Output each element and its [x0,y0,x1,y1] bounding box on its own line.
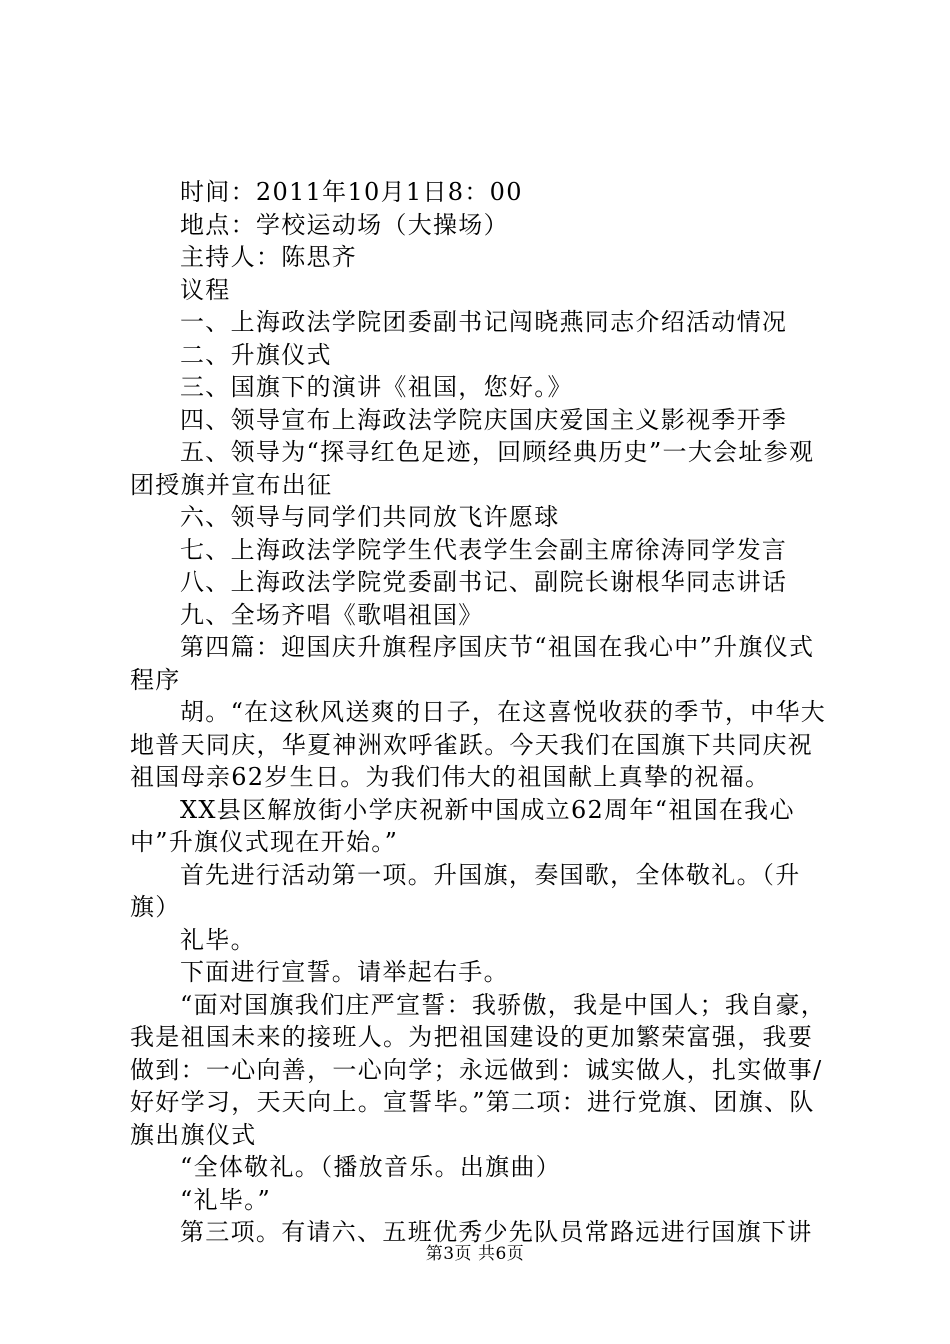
paragraph-flag-raising: 首先进行活动第一项。升国旗，奏国歌，全体敬礼。（升旗） [130,860,801,921]
paragraph-salute-end-2: “礼毕。” [180,1185,272,1214]
paragraph-item-three: 第三项。有请六、五班优秀少先队员常路远进行国旗下讲 [180,1218,813,1246]
paragraph-agenda-heading: 议程 [180,275,231,304]
document-body [130,176,835,1249]
paragraph-ceremony-start: XX县区解放街小学庆祝新中国成立62周年“祖国在我心中”升旗仪式现在开始。” [130,795,795,856]
paragraph-time: 时间：2011年10月1日8：00 [180,178,523,206]
paragraph-salute-end: 礼毕。 [180,925,256,954]
paragraph-opening-speech: 胡。“在这秋风送爽的日子，在这喜悦收获的季节，中华大地普天同庆，华夏神洲欢呼雀跃。今天我们在国旗下共同庆祝祖国母亲62岁生日。为我们伟大的祖国献上真挚的祝福。 [130,698,827,791]
agenda-item-4: 四、领导宣布上海政法学院庆国庆爱国主义影视季开季 [180,405,788,434]
section-heading-part-four: 第四篇：迎国庆升旗程序国庆节“祖国在我心中”升旗仪式程序 [130,633,815,694]
paragraph-location: 地点：学校运动场（大操场） [180,210,509,239]
agenda-item-3: 三、国旗下的演讲《祖国，您好。》 [180,373,573,401]
agenda-item-1: 一、上海政法学院团委副书记闯晓燕同志介绍活动情况 [180,308,788,336]
paragraph-host: 主持人：陈思齐 [180,243,358,271]
agenda-item-6: 六、领导与同学们共同放飞许愿球 [180,503,560,531]
paragraph-oath-intro: 下面进行宣誓。请举起右手。 [180,958,509,986]
paragraph-oath: “面对国旗我们庄严宣誓：我骄傲，我是中国人；我自豪，我是祖国未来的接班人。为把祖国建设的更加繁荣富强，我要做到：一心向善，一心向学；永远做到：诚实做人，扎实做事/好好学习，天天向上。宣誓毕。”第二项：进行党旗、团旗、队旗出旗仪式 [130,990,827,1149]
agenda-item-5: 五、领导为“探寻红色足迹，回顾经典历史”一大会址参观团授旗并宣布出征 [130,438,815,499]
agenda-item-9: 九、全场齐唱《歌唱祖国》 [180,600,484,629]
page-footer: 第3页 共6页 [425,1244,525,1264]
agenda-item-8: 八、上海政法学院党委副书记、副院长谢根华同志讲话 [180,568,788,596]
agenda-item-2: 二、升旗仪式 [180,340,332,369]
agenda-item-7: 七、上海政法学院学生代表学生会副主席徐涛同学发言 [180,535,788,564]
paragraph-flag-entry: “全体敬礼。（播放音乐。出旗曲） [180,1153,562,1181]
